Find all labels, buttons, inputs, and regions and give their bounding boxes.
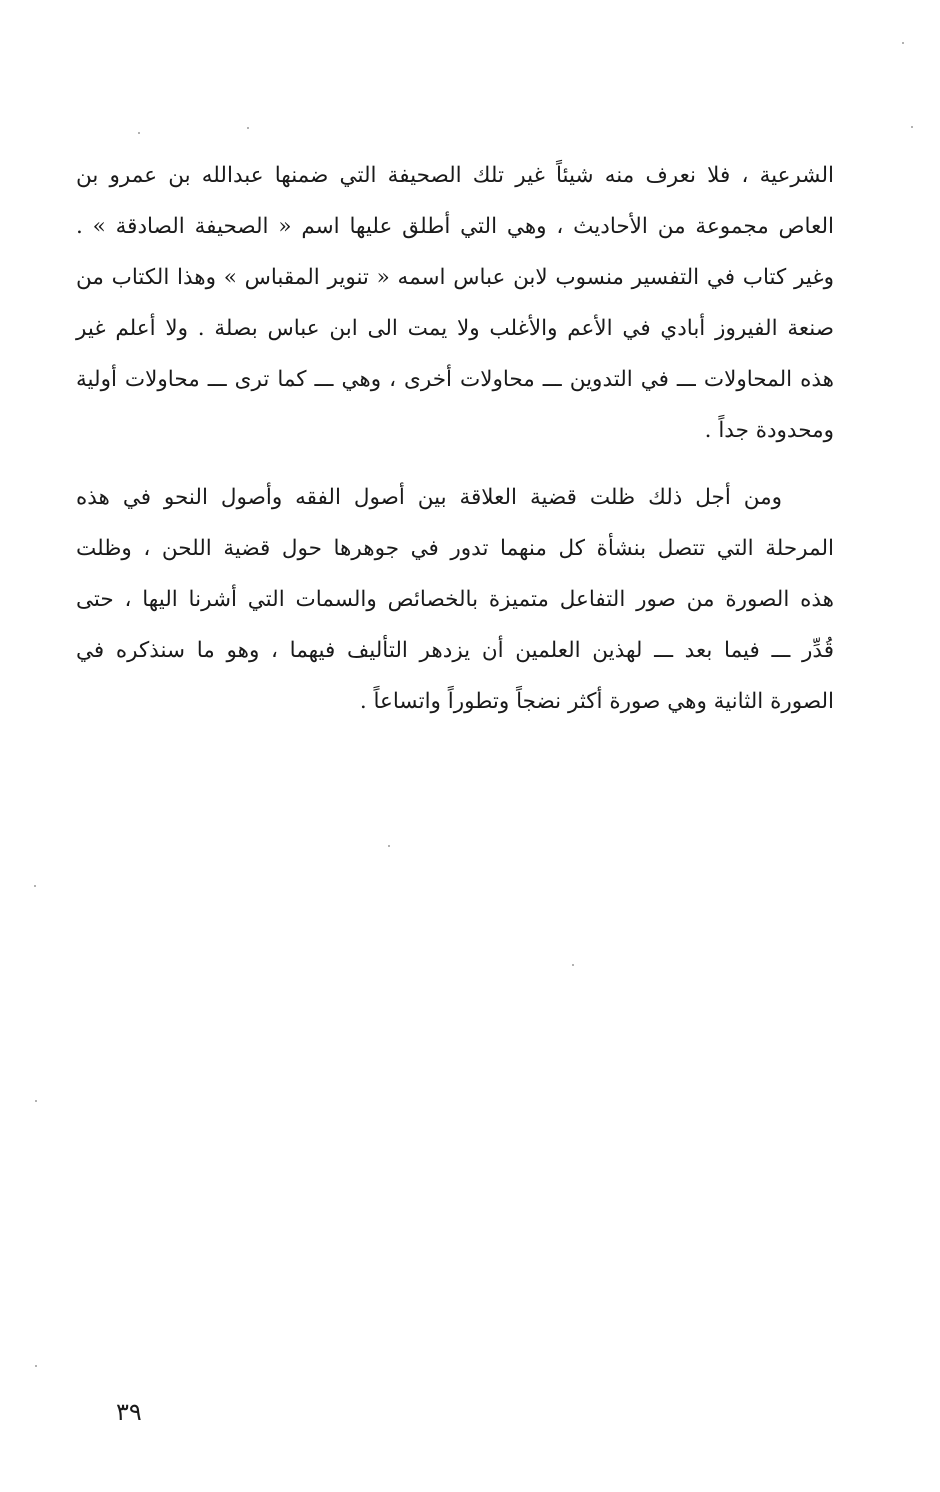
text-line: صنعة الفيروز أبادي في الأعم والأغلب ولا يمت الى ابن عباس بصلة . ولا أعلم غير [76,316,834,341]
page-number: ٣٩ [116,1398,142,1426]
scan-speck [911,126,913,128]
scan-speck [35,1365,37,1367]
scan-speck [138,132,140,134]
scan-speck [902,42,904,44]
text-line: هذه الصورة من صور التفاعل متميزة بالخصائص والسمات التي أشرنا اليها ، حتى [76,587,834,612]
text-line: وغير كتاب في التفسير منسوب لابن عباس اسمه « تنوير المقباس » وهذا الكتاب من [76,265,834,290]
paragraph-1 [76,150,834,456]
text-line: هذه المحاولات ـــ في التدوين ـــ محاولات أخرى ، وهي ـــ كما ترى ـــ محاولات أولية [76,367,834,392]
text-line: المرحلة التي تتصل بنشأة كل منهما تدور في جوهرها حول قضية اللحن ، وظلت [76,536,834,561]
text-line: الصورة الثانية وهي صورة أكثر نضجاً وتطوراً واتساعاً . [359,689,834,714]
text-line: الشرعية ، فلا نعرف منه شيئاً غير تلك الصحيفة التي ضمنها عبدالله بن عمرو بن [76,163,834,188]
scan-speck [388,845,390,847]
scan-speck [247,127,249,129]
text-line: العاص مجموعة من الأحاديث ، وهي التي أطلق عليها اسم « الصحيفة الصادقة » . [76,214,834,239]
scan-speck [34,885,36,887]
text-line: قُدِّر ـــ فيما بعد ـــ لهذين العلمين أن يزدهر التأليف فيهما ، وهو ما سنذكره في [76,638,834,663]
scan-speck [572,964,574,966]
scan-speck [35,1100,37,1102]
text-line: ومن أجل ذلك ظلت قضية العلاقة بين أصول الفقه وأصول النحو في هذه [76,485,782,510]
paragraph-2 [76,472,834,727]
text-line: ومحدودة جداً . [704,418,834,443]
